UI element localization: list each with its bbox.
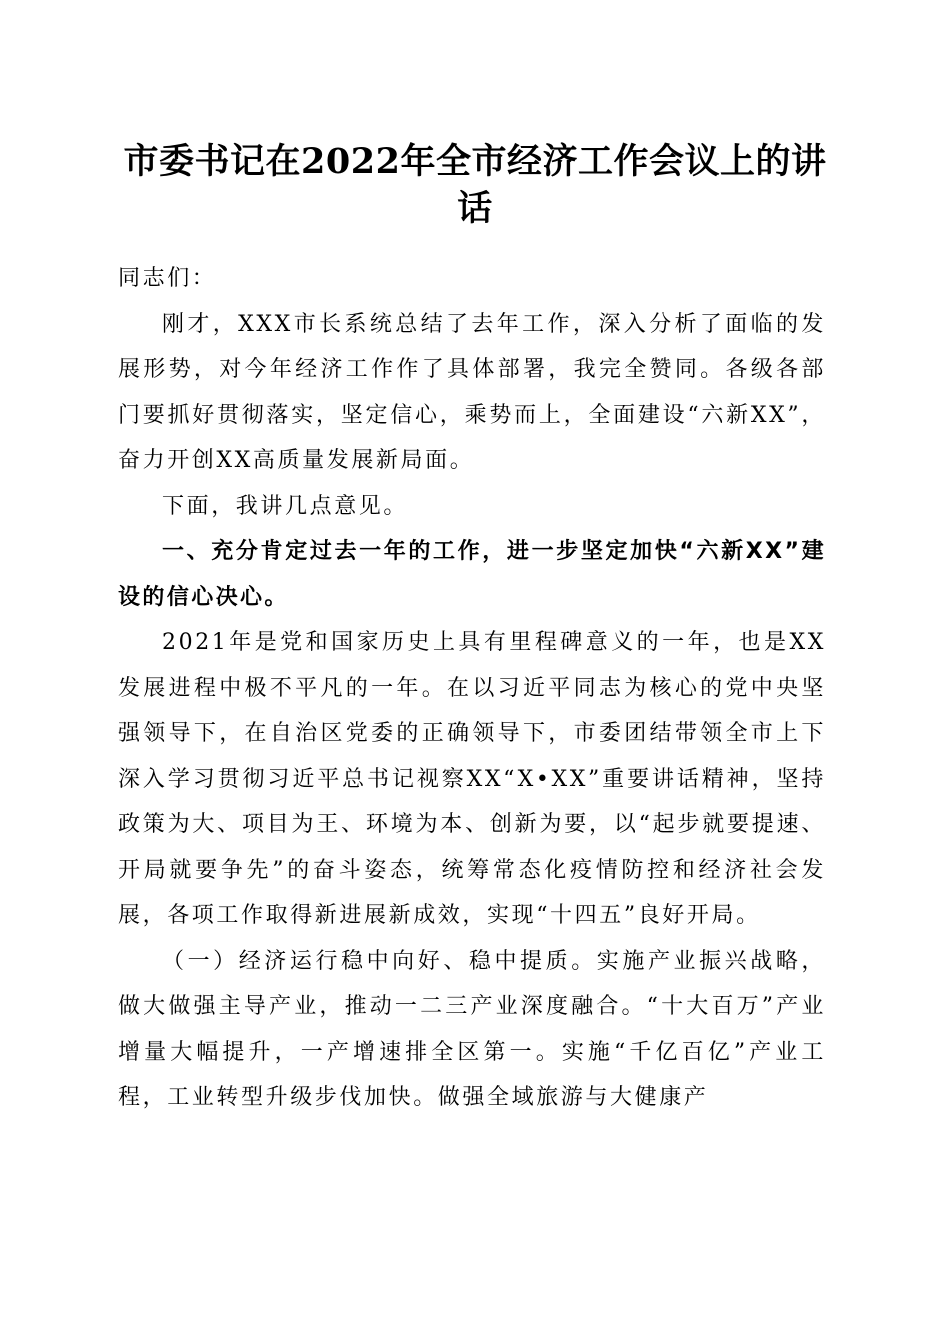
paragraph-review: 2021年是党和国家历史上具有里程碑意义的一年，也是XX发展进程中极不平凡的一年。在以习近平同志为核心的党中央坚强领导下，在自治区党委的正确领导下，市委团结带领全市上下深入学习贯彻习近平总书记视察XX“X•XX”重要讲话精神，坚持政策为大、项目为王、环境为本、创新为要，以“起步就要提速、开局就要争先”的奋斗姿态，统筹常态化疫情防控和经济社会发展，各项工作取得新进展新成效，实现“十四五”良好开局。 bbox=[118, 630, 826, 928]
paragraph-intro: 下面，我讲几点意见。 bbox=[162, 493, 409, 519]
document-body bbox=[118, 256, 826, 1121]
paragraph-opening: 刚才，XXX市长系统总结了去年工作，深入分析了面临的发展形势，对今年经济工作作了具体部署，我完全赞同。各级各部门要抓好贯彻落实，坚定信心，乘势而上，全面建设“六新XX”，奋力开创XX高质量发展新局面。 bbox=[118, 311, 826, 473]
document-title: 市委书记在2022年全市经济工作会议上的讲话 bbox=[123, 141, 827, 229]
section-heading-1: 一、充分肯定过去一年的工作，进一步坚定加快“六新XX”建设的信心决心。 bbox=[118, 539, 826, 610]
salutation: 同志们： bbox=[118, 266, 217, 291]
paragraph-economy: （一）经济运行稳中向好、稳中提质。实施产业振兴战略，做大做强主导产业，推动一二三产业深度融合。“十大百万”产业增量大幅提升，一产增速排全区第一。实施“千亿百亿”产业工程，工业转型升级步伐加快。做强全域旅游与大健康产 bbox=[118, 948, 826, 1110]
